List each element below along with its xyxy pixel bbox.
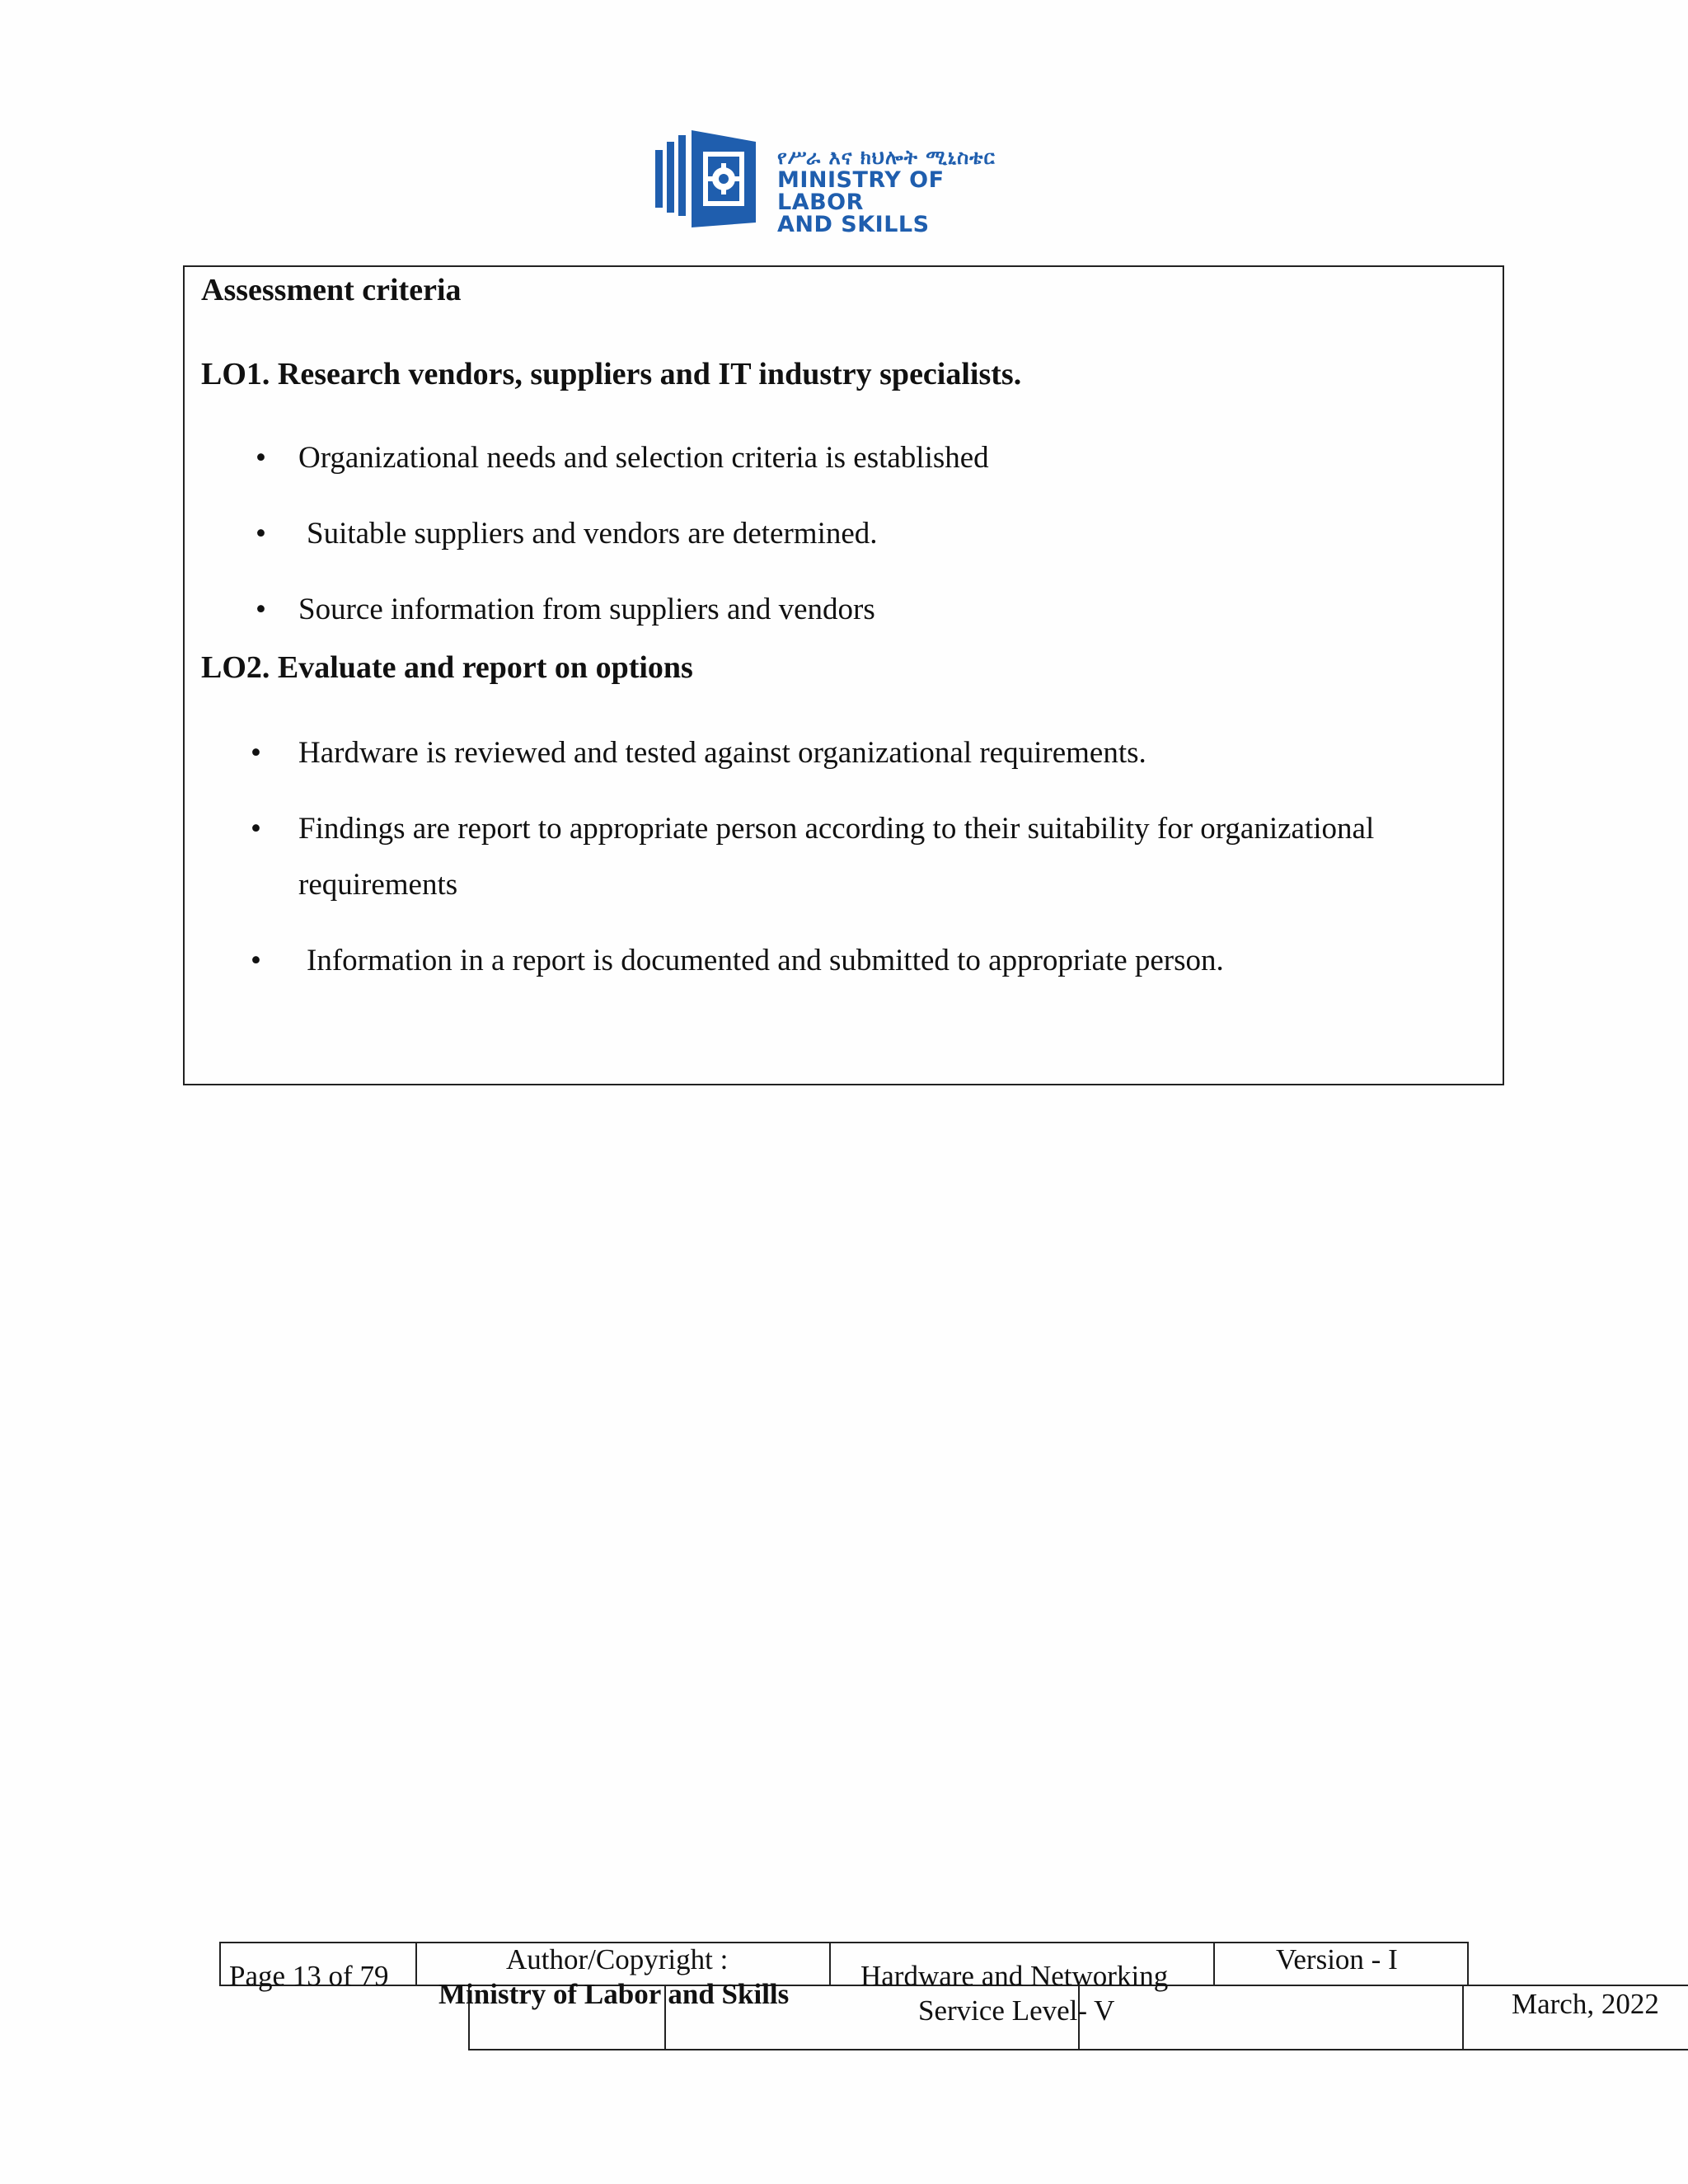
bullet-icon: • (256, 441, 266, 475)
bullet-icon: • (256, 517, 266, 551)
assessment-criteria-box (183, 265, 1504, 1085)
lo1-bullet-3: Source information from suppliers and vendors (298, 593, 875, 626)
logo-line2: AND SKILLS (777, 212, 930, 237)
footer-author-name: Ministry of Labor and Skills (438, 1978, 790, 2010)
lo2-bullet-3: Information in a report is documented and submitted to appropriate person. (307, 944, 1224, 977)
bullet-icon: • (251, 736, 261, 770)
lo2-heading: LO2. Evaluate and report on options (201, 650, 693, 685)
lo2-bullet-1: Hardware is reviewed and tested against organizational requirements. (298, 736, 1146, 770)
bullet-icon: • (251, 944, 261, 977)
logo-line1: MINISTRY OF LABOR (777, 167, 945, 215)
lo1-bullet-2: Suitable suppliers and vendors are determined. (307, 517, 878, 551)
bullet-icon: • (256, 593, 266, 626)
footer-date: March, 2022 (1512, 1988, 1659, 2020)
footer-version: Version - I (1276, 1943, 1398, 1975)
lo1-bullet-1: Organizational needs and selection criteria is established (298, 441, 989, 475)
footer-cell (1078, 1985, 1464, 2050)
ministry-emblem-icon (654, 130, 769, 227)
footer-course-line2: Service Level- V (918, 1994, 1115, 2027)
assessment-title: Assessment criteria (201, 273, 462, 307)
bullet-icon: • (251, 812, 261, 846)
logo-amharic: የሥራ እና ክህሎት ሚኒስቴር (777, 146, 996, 169)
footer-page-number: Page 13 of 79 (229, 1960, 389, 1992)
ministry-logo (654, 130, 1033, 237)
lo1-heading: LO1. Research vendors, suppliers and IT industry specialists. (201, 357, 1022, 391)
logo-text (777, 147, 1033, 236)
lo2-bullet-2: Findings are report to appropriate person according to their suitability for organizational (298, 812, 1375, 846)
footer-author-label: Author/Copyright : (506, 1943, 729, 1975)
footer-course-line1: Hardware and Networking (860, 1960, 1169, 1992)
lo2-bullet-2-cont: requirements (298, 868, 458, 902)
